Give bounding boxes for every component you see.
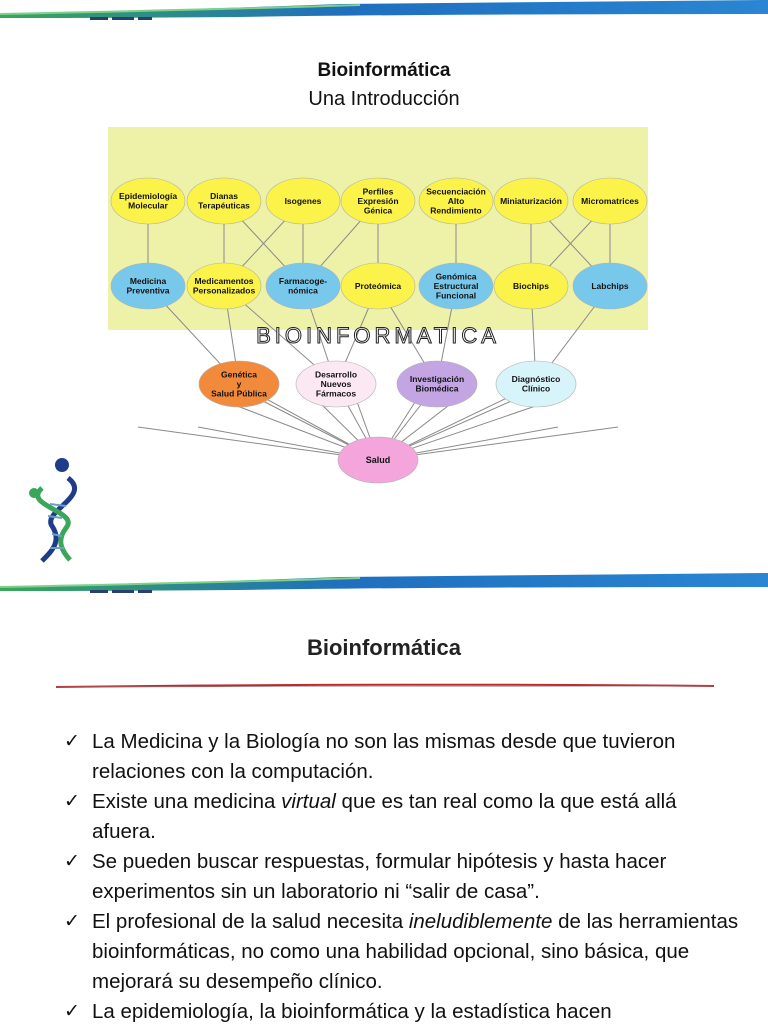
top-node-4 [419,178,493,224]
bottom-node-3-label: Clínico [521,383,551,394]
middle-node-2 [266,263,340,309]
top-node-4-label: Alto [447,195,465,206]
top-node-3-label: Perfiles [362,186,394,197]
header-bar [0,573,768,595]
bottom-node-0-label: Genética [221,369,257,380]
middle-node-1-label: Medicamentos [194,276,254,287]
middle-node-5-label: Biochips [513,280,549,291]
header-bar [0,0,768,22]
top-node-1 [187,178,261,224]
root-node-salud [338,437,418,483]
middle-node-4-label: Estructural [433,280,479,291]
bullet-item [62,997,742,1024]
checkmark-icon: ✓ [64,731,80,752]
bottom-node-0-label: Salud Pública [211,388,267,399]
bullet-text: de las herramientas bioinformáticas, no como una habilidad opcional, sino básica, que mejorará su desempeño clínico. [92,910,739,993]
bullet-text: La epidemiología, la bioinformática y la estadística hacen [92,1000,612,1023]
bioinformatica-banner: BIOINFORMATICA [256,323,500,348]
slide-1-title: Bioinformática [317,60,451,81]
middle-node-4 [419,263,493,309]
top-node-2-label: Isogenes [284,195,322,206]
top-node-0-label: Epidemiología [118,191,178,202]
bottom-node-3 [496,361,576,407]
bottom-node-2-label: Biomédica [415,383,459,394]
middle-node-0-label: Preventiva [126,285,170,296]
bottom-node-0-label: y [236,378,242,389]
top-node-1-label: Dianas [210,191,238,202]
middle-node-1-label: Personalizados [192,285,256,296]
top-node-2 [266,178,340,224]
top-node-4-label: Secuenciación [426,186,486,197]
middle-node-2-label: Farmacoge- [278,276,328,287]
bullet-item [62,847,742,907]
top-node-0 [111,178,185,224]
bullet-item [62,907,742,997]
middle-node-1 [187,263,261,309]
bottom-node-1-label: Fármacos [315,388,357,399]
bullet-text: Se pueden buscar respuestas, formular hipótesis y hasta hacer experimentos sin un laboratorio ni “salir de casa”. [92,850,667,903]
middle-node-0 [111,263,185,309]
top-node-4-label: Rendimiento [430,205,482,216]
bullet-text: La Medicina y la Biología no son las mismas desde que tuvieron relaciones con la computación. [92,730,676,783]
title-divider [56,681,714,691]
middle-node-0-label: Medicina [129,276,167,287]
middle-node-3-label: Proteómica [354,280,402,291]
slide-2 [0,573,768,1024]
bullet-emphasis: ineludiblemente [408,910,553,933]
bullet-item [62,787,742,847]
bottom-node-1-label: Desarrollo [314,369,358,380]
bottom-node-2 [397,361,477,407]
top-node-3-label: Génica [363,205,393,216]
top-node-0-label: Molecular [128,200,168,211]
bullet-text: El profesional de la salud necesita [92,910,409,933]
checkmark-icon: ✓ [64,911,80,932]
middle-node-3 [341,263,415,309]
top-node-6 [573,178,647,224]
bioinformatics-diagram [108,127,648,489]
slide-2-title: Bioinformática [306,635,462,660]
checkmark-icon: ✓ [64,791,80,812]
checkmark-icon: ✓ [64,851,80,872]
top-node-6-label: Micromatrices [581,195,639,206]
middle-node-4-label: Genómica [435,271,477,282]
bullet-text: que es tan real como la que está allá afuera. [92,790,677,843]
middle-node-4-label: Funcional [435,290,477,301]
bullet-text: Existe una medicina [92,790,282,813]
slide-1-subtitle: Una Introducción [308,88,460,110]
middle-node-6-label: Labchips [591,280,629,291]
top-node-5-label: Miniaturización [500,195,562,206]
top-node-5 [494,178,568,224]
bottom-node-2-label: Investigación [409,374,465,385]
bullet-emphasis: virtual [281,790,336,813]
bullet-list [62,727,742,1024]
checkmark-icon: ✓ [64,1001,80,1022]
middle-node-2-label: nómica [288,285,318,296]
bullet-item [62,727,742,787]
bottom-node-0 [199,361,279,407]
top-node-3-label: Expresión [357,195,399,206]
middle-node-6 [573,263,647,309]
top-node-3 [341,178,415,224]
middle-node-5 [494,263,568,309]
bottom-node-1-label: Nuevos [320,378,352,389]
root-node-salud-label: Salud [365,455,391,466]
bottom-node-1 [296,361,376,407]
top-node-1-label: Terapéuticas [198,200,250,211]
bottom-node-3-label: Diagnóstico [511,374,561,385]
dna-logo-icon [22,456,92,566]
